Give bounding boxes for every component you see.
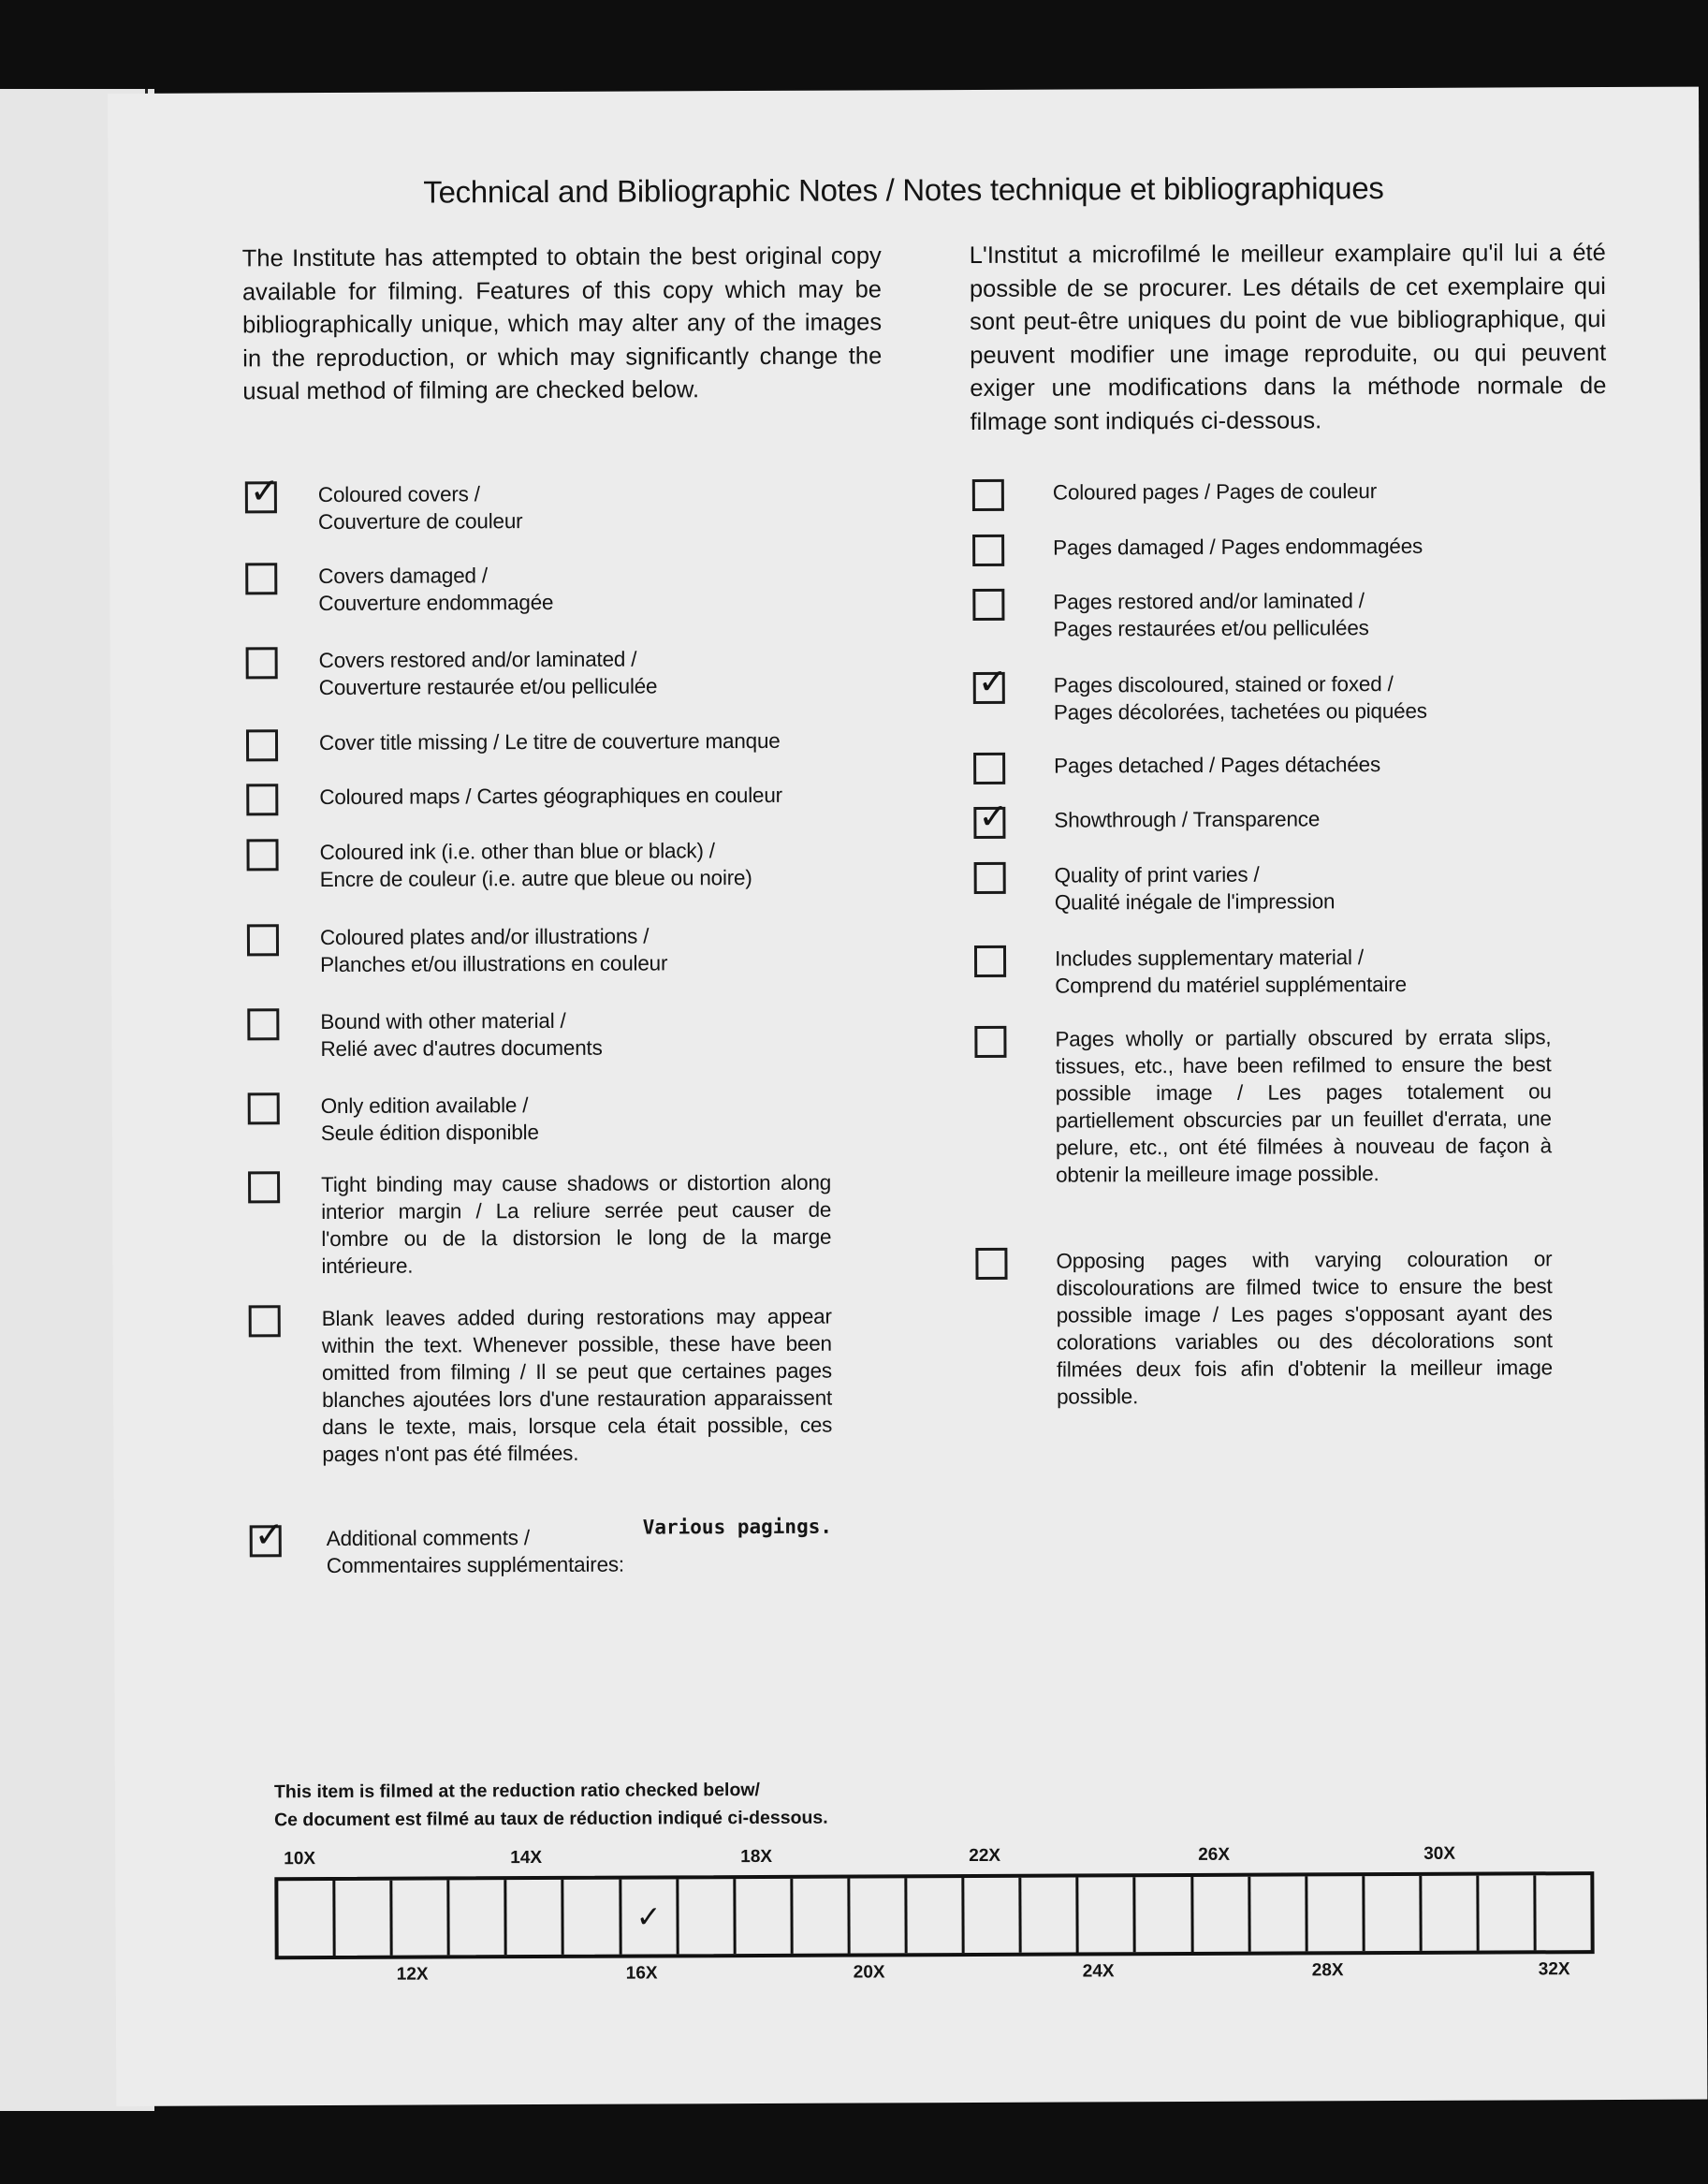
left-item [246,727,829,762]
right-item-line: Qualité inégale de l'impression [1054,889,1336,915]
right-item-line: Pages restored and/or laminated / [1053,589,1365,614]
checkbox[interactable] [249,1305,281,1337]
checkbox[interactable] [246,729,278,761]
right-item-line: Pages damaged / Pages endommagées [1053,534,1423,560]
left-item [246,782,829,816]
left-item [247,922,830,979]
checkbox[interactable] [250,1514,285,1557]
left-item-line: Bound with other material / [320,1008,566,1034]
ratio-label-top: 26X [1198,1844,1231,1865]
ratio-cell[interactable] [1536,1875,1590,1950]
ratio-label-top: 30X [1423,1843,1456,1864]
checkbox[interactable] [246,647,278,679]
check-mark-icon: ✓ [978,795,1009,837]
left-item-label [319,727,829,756]
left-item-label [319,837,829,893]
ratio-label-top: 14X [510,1847,543,1869]
left-item-line: Couverture de couleur [317,509,523,535]
left-item-label [318,479,828,535]
ratio-label-bottom: 28X [1311,1960,1344,1981]
ratio-label-bottom: 12X [396,1964,429,1985]
checkbox[interactable] [974,945,1006,977]
ratio-cell[interactable] [1079,1877,1136,1952]
checkbox[interactable] [245,470,280,513]
left-item-line: Seule édition disponible [320,1121,539,1146]
ratio-cell[interactable] [1136,1877,1193,1952]
ratio-cell[interactable] [679,1879,736,1954]
checkbox[interactable] [247,1008,279,1040]
right-item-label [1054,804,1550,833]
right-item [973,795,1550,839]
left-item [245,561,828,618]
ratio-cell[interactable] [1479,1875,1536,1950]
right-item-label [1055,859,1551,916]
page-title: Technical and Bibliographic Notes / Notes technique et bibliographiques [423,170,1384,210]
right-item-line: Includes supplementary material / [1054,945,1364,971]
right-item-line: Pages detached / Pages détachées [1054,753,1381,778]
left-item-label [320,1006,830,1063]
ratio-cell[interactable] [278,1881,335,1956]
checkbox[interactable] [972,535,1004,566]
checkbox[interactable] [246,839,278,871]
left-item-line: Coloured ink (i.e. other than blue or black) / [319,839,715,865]
checkbox[interactable] [248,1171,280,1203]
left-item-line: Couverture restaurée et/ou pelliculée [318,674,658,700]
right-item [973,750,1550,784]
right-item [974,943,1551,1000]
left-item-line: Coloured maps / Cartes géographiques en couleur [319,783,782,810]
ratio-cell[interactable] [736,1879,793,1954]
check-mark-icon: ✓ [635,1899,662,1934]
right-item [973,660,1550,726]
right-item [975,1245,1553,1411]
ratio-label-bottom: 24X [1082,1961,1115,1982]
left-item-line: Covers damaged / [318,564,488,589]
check-mark-icon: ✓ [254,1514,285,1556]
checkbox[interactable] [247,924,279,956]
left-item [246,645,829,702]
ratio-cell[interactable] [335,1881,392,1956]
checkbox[interactable] [974,1026,1006,1058]
left-item [247,1006,830,1063]
ratio-cell[interactable] [1250,1876,1307,1951]
right-item-line: Pages restaurées et/ou pelliculées [1053,616,1369,641]
checkbox[interactable] [248,1092,280,1124]
left-item-line: Couverture endommagée [318,590,554,616]
right-item [972,476,1549,511]
right-item-line: Quality of print varies / [1054,862,1260,887]
reduction-title-fr: Ce document est filmé au taux de réduction indiqué ci-dessous. [274,1807,828,1831]
ratio-cell[interactable] [507,1880,564,1955]
right-item-label [1053,532,1549,561]
ratio-cell[interactable] [907,1878,964,1953]
reduction-ratio-strip [274,1871,1594,1959]
left-item [246,837,829,894]
checkbox[interactable] [973,660,1008,704]
right-item-label [1054,669,1550,726]
right-item-label [1055,943,1551,999]
checkbox[interactable] [974,862,1006,894]
left-item-line: Relié avec d'autres documents [320,1035,603,1062]
left-item [248,1091,831,1148]
ratio-cell[interactable] [1422,1876,1479,1951]
left-item-line: Coloured plates and/or illustrations / [319,924,650,950]
left-item-label [319,782,829,811]
right-item [974,1023,1552,1189]
left-item-line: Covers restored and/or laminated / [318,647,637,673]
left-item-line: Coloured covers / [317,482,480,507]
checkbox[interactable] [975,1248,1007,1280]
right-item-label [1053,476,1549,506]
left-item [248,1169,832,1281]
right-item-line: Coloured pages / Pages de couleur [1052,479,1378,505]
right-item-line: Pages discoloured, stained or foxed / [1053,672,1394,697]
checkbox[interactable] [973,753,1005,784]
right-item [972,586,1549,643]
reduction-title-en: This item is filmed at the reduction ratio checked below/ [273,1779,760,1803]
left-item-line: Only edition available / [320,1093,529,1119]
left-item-label [318,561,828,617]
intro-french: L'Institut a microfilmé le meilleur examplaire qu'il lui a été possible de se procurer. Les détails de cet exemplaire qui sont peut-être uniques du point de vue bibliographique, qui peuvent modifier une image reproduite, ou qui peuvent exiger une modifications dans la méthode normale de filmage sont indiqués ci-dessous. [969,240,1607,435]
left-item [245,470,828,536]
ratio-label-top: 22X [969,1845,1001,1867]
target-page [108,87,1707,2106]
comments-label-fr: Commentaires supplémentaires: [326,1552,625,1577]
right-item-line: Pages décolorées, tachetées ou piquées [1053,698,1427,725]
ratio-cell[interactable] [450,1880,507,1955]
left-item-line: Encre de couleur (i.e. autre que bleue ou noire) [319,866,752,892]
check-mark-icon: ✓ [977,660,1008,702]
right-item-label [1054,750,1550,779]
check-mark-icon: ✓ [249,470,280,512]
ratio-cell[interactable] [1193,1877,1250,1952]
left-item-label: Tight binding may cause shadows or distortion along interior margin / La reliure serrée peut causer de l'ombre ou de la distorsion le long de la marge intérieure. [321,1170,832,1279]
right-item-line: Showthrough / Transparence [1054,807,1321,832]
ratio-cell[interactable] [1307,1876,1365,1951]
right-item-label: Opposing pages with varying colouration or discolourations are filmed twice to ensure the best possible image / Les pages s'opposant ayant des colorations variables ou des décolorations sont filmées deux fois afin d'obtenir la meilleur image possible. [1056,1247,1554,1409]
ratio-label-bottom: 16X [625,1963,658,1984]
ratio-cell[interactable] [850,1878,907,1953]
left-item-label [321,1091,831,1147]
checkbox[interactable] [246,784,278,815]
left-item-label [320,922,830,978]
right-item-line: Comprend du matériel supplémentaire [1055,972,1407,998]
ratio-cell[interactable] [1365,1876,1422,1951]
additional-comments-row [250,1514,664,1579]
left-item-label: Blank leaves added during restorations may appear within the text. Whenever possible, these have been omitted from filming / Il se peut que certaines pages blanches ajoutées lors d'une restauration apparaissent dans le texte, mais, lorsque cela était possible, ces pages n'ont pas été filmées. [321,1304,833,1467]
intro-english: The Institute has attempted to obtain the best original copy available for filming. Features of this copy which may be bibliographically unique, which may alter any of the images in the reproduction, or which may significantly change the usual method of filming are checked below. [241,242,883,405]
checkbox[interactable] [972,479,1004,511]
ratio-cell[interactable] [621,1879,679,1954]
left-item [249,1303,833,1469]
right-item-label: Pages wholly or partially obscured by errata slips, tissues, etc., have been refilmed to ensure the best possible image / Les pages totalement ou partiellement obscurcies par un feuillet d'errata, une pelure, etc., ont été filmées à nouveau de façon à obtenir la meilleure image possible. [1055,1025,1552,1187]
left-item-line: Planches et/ou illustrations en couleur [320,951,668,977]
left-item-line: Cover title missing / Le titre de couverture manque [318,728,781,755]
right-item-label [1053,586,1549,642]
ratio-cell[interactable] [793,1879,850,1954]
comments-label-en: Additional comments / [326,1526,530,1550]
ratio-label-bottom: 20X [853,1962,885,1983]
ratio-label-bottom: 32X [1538,1959,1570,1980]
checkbox[interactable] [973,795,1009,839]
ratio-cell[interactable] [964,1878,1021,1953]
ratio-cell[interactable] [1022,1877,1079,1952]
comments-label [327,1523,664,1579]
right-item [974,859,1551,916]
ratio-label-top: 10X [284,1849,316,1869]
left-item-label [319,645,829,701]
comments-value: Various pagings. [642,1515,833,1539]
ratio-label-top: 18X [740,1846,773,1868]
checkbox[interactable] [245,563,277,594]
ratio-cell[interactable] [393,1880,450,1955]
reduction-title [274,1776,828,1835]
checkbox[interactable] [972,589,1004,621]
ratio-cell[interactable] [564,1880,621,1955]
right-item [972,532,1549,566]
